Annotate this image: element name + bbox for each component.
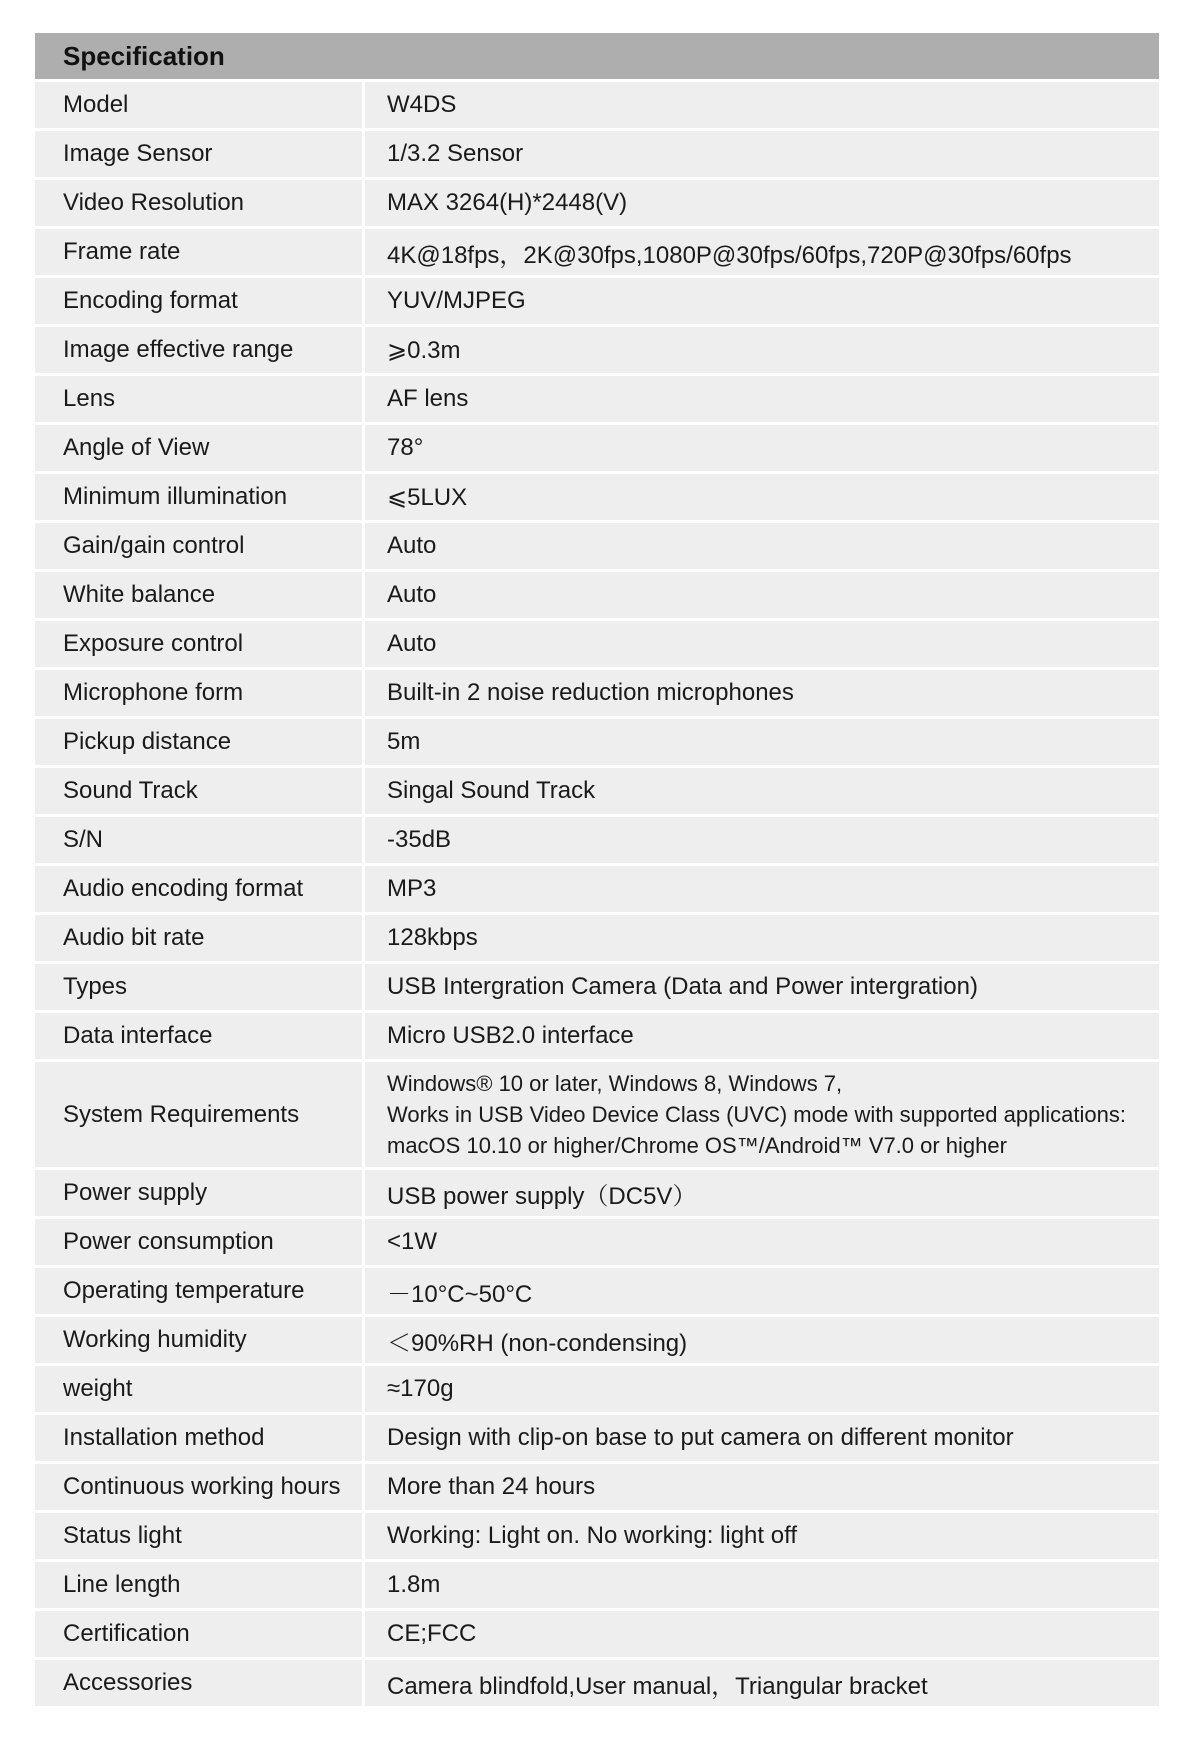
spec-value: ＜90%RH (non-condensing): [387, 1329, 688, 1357]
table-row: [35, 1608, 1159, 1657]
spec-label: Image Sensor: [35, 131, 365, 177]
spec-value: CE;FCC: [387, 1620, 477, 1647]
table-row-system-requirements: [35, 1059, 1159, 1167]
spec-value: Working: Light on. No working: light off: [387, 1522, 797, 1549]
spec-label: Line length: [35, 1562, 365, 1608]
table-row: [35, 1461, 1159, 1510]
table-row: [35, 128, 1159, 177]
spec-label: Minimum illumination: [35, 474, 365, 520]
table-row: [35, 1216, 1159, 1265]
spec-label: Power consumption: [35, 1219, 365, 1265]
spec-value: -35dB: [387, 826, 452, 853]
table-row: [35, 814, 1159, 863]
spec-label: Image effective range: [35, 327, 365, 373]
table-row: [35, 275, 1159, 324]
table-row: [35, 1657, 1159, 1706]
spec-value: 1.8m: [387, 1571, 441, 1598]
table-row: [35, 1314, 1159, 1363]
spec-value: YUV/MJPEG: [387, 287, 526, 314]
spec-label: Data interface: [35, 1013, 365, 1059]
spec-value: 1/3.2 Sensor: [387, 140, 524, 167]
table-row: [35, 373, 1159, 422]
table-row: [35, 324, 1159, 373]
table-row: [35, 765, 1159, 814]
table-row: [35, 1412, 1159, 1461]
spec-value: Auto: [387, 532, 437, 559]
spec-label: Operating temperature: [35, 1268, 365, 1314]
spec-value: Singal Sound Track: [387, 777, 596, 804]
spec-value: 78°: [387, 434, 424, 461]
spec-label: weight: [35, 1366, 365, 1412]
table-row: [35, 667, 1159, 716]
spec-value-multiline: [365, 1062, 1159, 1167]
spec-label: White balance: [35, 572, 365, 618]
table-row: [35, 569, 1159, 618]
spec-value: 4K@18fps，2K@30fps,1080P@30fps/60fps,720P@30fps/60fps: [387, 241, 1072, 269]
spec-label: Status light: [35, 1513, 365, 1559]
spec-value: Micro USB2.0 interface: [387, 1022, 634, 1049]
spec-label: Microphone form: [35, 670, 365, 716]
spec-label: Continuous working hours: [35, 1464, 365, 1510]
table-row: [35, 863, 1159, 912]
table-row: [35, 716, 1159, 765]
spec-value: 5m: [387, 728, 421, 755]
table-row: [35, 1363, 1159, 1412]
spec-label: Audio encoding format: [35, 866, 365, 912]
spec-value: 128kbps: [387, 924, 478, 951]
spec-label: Installation method: [35, 1415, 365, 1461]
spec-label: Power supply: [35, 1170, 365, 1216]
spec-label: Angle of View: [35, 425, 365, 471]
table-row: [35, 1010, 1159, 1059]
requirements-line: Windows® 10 or later, Windows 8, Windows 7,: [387, 1071, 843, 1096]
spec-label: Types: [35, 964, 365, 1010]
spec-value: MP3: [387, 875, 437, 902]
table-row: [35, 1265, 1159, 1314]
table-row: [35, 618, 1159, 667]
spec-value: Auto: [387, 630, 437, 657]
spec-label: Working humidity: [35, 1317, 365, 1363]
table-row: [35, 1167, 1159, 1216]
spec-value: MAX 3264(H)*2448(V): [387, 189, 628, 216]
table-body: [35, 79, 1159, 1706]
table-row: [35, 177, 1159, 226]
spec-value: －10°C~50°C: [387, 1280, 533, 1308]
spec-value: ⩾0.3m: [387, 336, 461, 364]
requirements-line: macOS 10.10 or higher/Chrome OS™/Android™ V7.0 or higher: [387, 1133, 1007, 1158]
spec-value: USB power supply（DC5V）: [387, 1182, 697, 1210]
spec-label: Accessories: [35, 1660, 365, 1706]
spec-value: USB Intergration Camera (Data and Power intergration): [387, 973, 978, 1000]
spec-label: System Requirements: [35, 1062, 365, 1167]
requirements-line: Works in USB Video Device Class (UVC) mode with supported applications:: [387, 1102, 1126, 1127]
spec-label: S/N: [35, 817, 365, 863]
table-row: [35, 422, 1159, 471]
specification-table: [35, 33, 1159, 1706]
spec-value: <1W: [387, 1228, 438, 1255]
table-row: [35, 961, 1159, 1010]
spec-value: Auto: [387, 581, 437, 608]
spec-label: Pickup distance: [35, 719, 365, 765]
spec-value: ≈170g: [387, 1375, 454, 1402]
table-row: [35, 1559, 1159, 1608]
spec-label: Encoding format: [35, 278, 365, 324]
spec-label: Gain/gain control: [35, 523, 365, 569]
table-row: [35, 226, 1159, 275]
table-row: [35, 520, 1159, 569]
spec-label: Certification: [35, 1611, 365, 1657]
spec-label: Lens: [35, 376, 365, 422]
table-row: [35, 1510, 1159, 1559]
table-row: [35, 912, 1159, 961]
spec-value: W4DS: [387, 91, 457, 118]
table-row: [35, 79, 1159, 128]
spec-label: Exposure control: [35, 621, 365, 667]
spec-value: AF lens: [387, 385, 469, 412]
table-row: [35, 471, 1159, 520]
spec-value: Camera blindfold,User manual，Triangular bracket: [387, 1672, 928, 1700]
spec-label: Audio bit rate: [35, 915, 365, 961]
spec-value: ⩽5LUX: [387, 483, 468, 511]
spec-value: Design with clip-on base to put camera on different monitor: [387, 1424, 1014, 1451]
spec-label: Model: [35, 82, 365, 128]
spec-label: Frame rate: [35, 229, 365, 275]
spec-label: Video Resolution: [35, 180, 365, 226]
spec-value: More than 24 hours: [387, 1473, 596, 1500]
table-header: Specification: [35, 33, 1159, 79]
spec-value: Built-in 2 noise reduction microphones: [387, 679, 794, 706]
spec-label: Sound Track: [35, 768, 365, 814]
